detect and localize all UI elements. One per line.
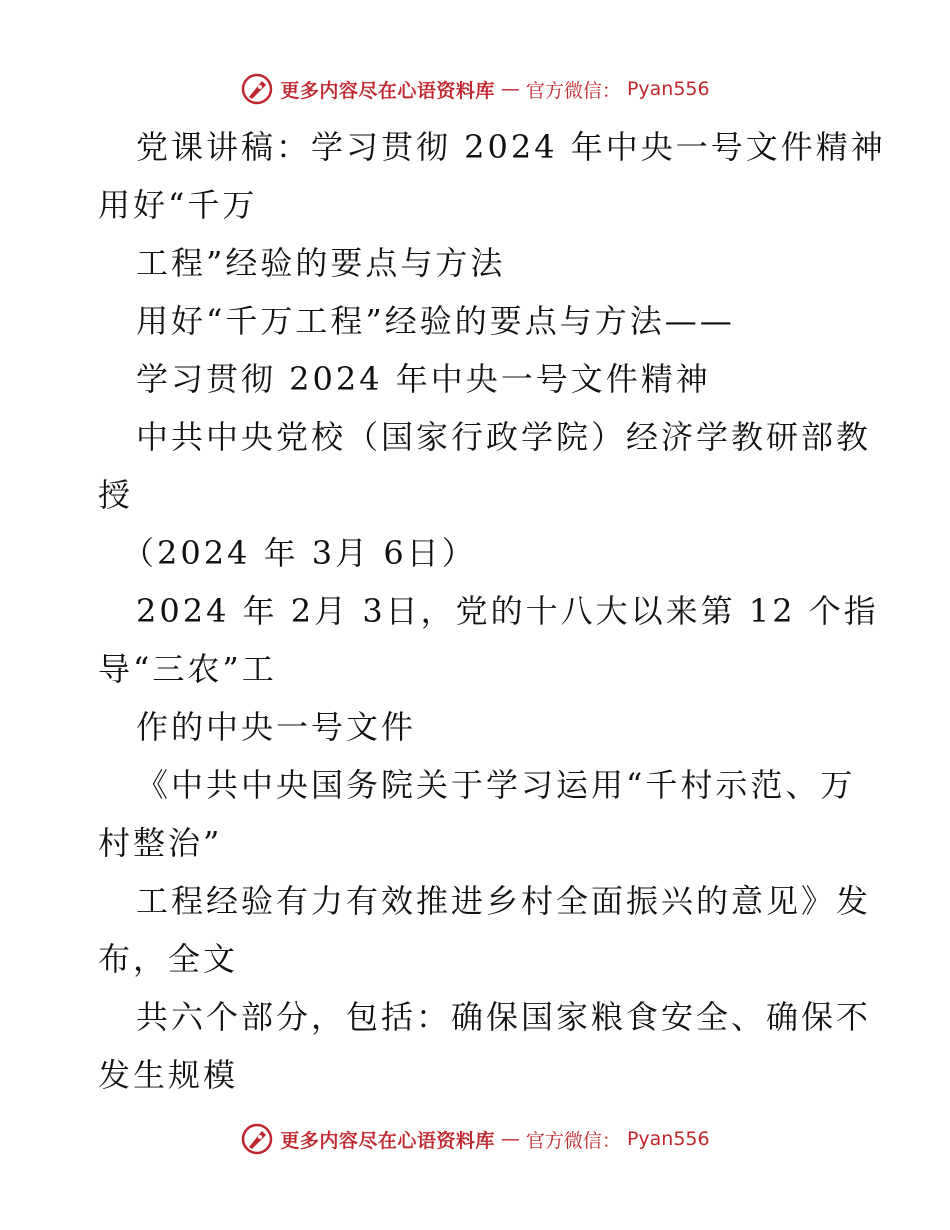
watermark-brand: 更多内容尽在心语资料库 [280,1129,495,1152]
paragraph-line: 2024 年 2月 3日，党的十八大以来第 12 个指 [136,592,879,630]
paragraph-line: 工程经验有力有效推进乡村全面振兴的意见》发 [136,882,872,920]
paragraph-line: 发生规模 [98,1056,239,1094]
watermark-wechat-id: Pyan556 [626,1128,710,1150]
paragraph-line: 作的中央一号文件 [136,708,417,746]
header-watermark [0,72,950,106]
watermark-brand: 更多内容尽在心语资料库 [280,79,495,102]
doc-subtitle-line-2: 学习贯彻 2024 年中央一号文件精神 [136,360,711,398]
paragraph-line: 《中共中央国务院关于学习运用“千村示范、万 [136,766,856,804]
footer-watermark [0,1122,950,1156]
pen-nib-icon [240,1122,274,1156]
author-line-1: 中共中央党校（国家行政学院）经济学教研部教 [136,418,872,456]
pen-nib-icon [240,72,274,106]
document-body [0,118,950,1104]
watermark-dash: — [500,1128,520,1150]
doc-title-line-3: 工程”经验的要点与方法 [136,244,506,282]
watermark-dash: — [500,78,520,100]
paragraph-line: 村整治” [98,824,223,862]
paragraph-line: 布，全文 [98,940,239,978]
date-line: （2024 年 3月 6日） [122,534,477,572]
watermark-wechat-label: 官方微信： [525,1129,621,1152]
watermark-wechat-id: Pyan556 [626,78,710,100]
author-line-2: 授 [98,476,134,514]
doc-title-line-2: 用好“千万 [98,186,258,224]
watermark-wechat-label: 官方微信： [525,79,621,102]
paragraph-line: 导“三农”工 [98,650,277,688]
doc-title-line-1: 党课讲稿：学习贯彻 2024 年中央一号文件精神 [136,128,886,166]
doc-subtitle-line-1: 用好“千万工程”经验的要点与方法—— [136,302,735,340]
paragraph-line: 共六个部分，包括：确保国家粮食安全、确保不 [136,998,872,1036]
